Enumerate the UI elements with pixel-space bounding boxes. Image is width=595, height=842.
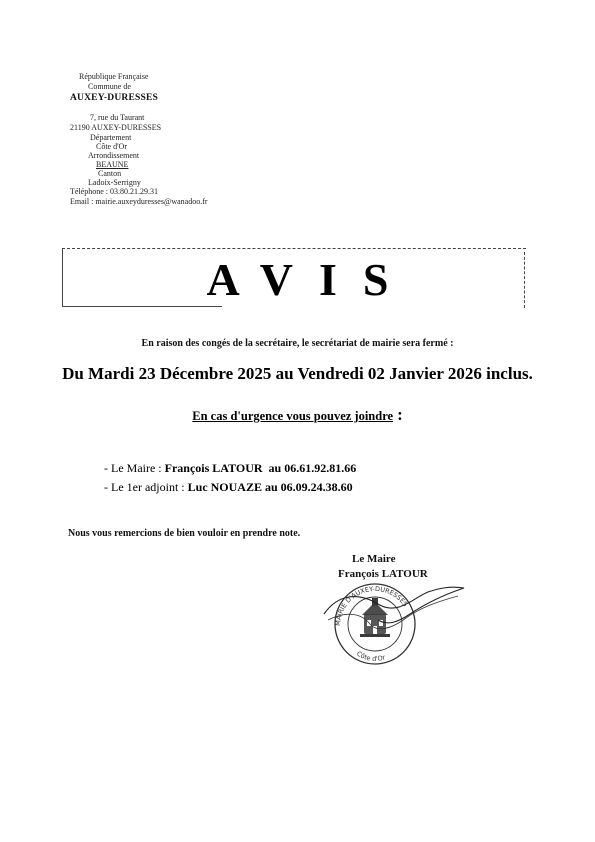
contact-name: François LATOUR: [164, 461, 263, 475]
signature-role: Le Maire: [352, 553, 396, 565]
letterhead-canton-name: Ladoix-Serrigny: [88, 178, 141, 187]
contact-phone-prefix: au: [264, 480, 278, 494]
letterhead-commune-label: Commune de: [88, 82, 131, 91]
notice-title: AVIS: [206, 254, 415, 305]
seal-text-top: MAIRIE D'AUXEY-DURESSES: [333, 584, 410, 627]
letterhead-departement-label: Département: [90, 133, 132, 142]
letterhead-canton-label: Canton: [98, 169, 122, 178]
letterhead-departement-name: Côte d'Or: [96, 142, 127, 151]
contact-maire: [104, 461, 356, 476]
notice-intro: En raison des congés de la secrétaire, le secrétariat de mairie sera fermé :: [141, 338, 454, 349]
seal-emblem-icon: [360, 598, 390, 637]
letterhead-arrondissement-label: Arrondissement: [88, 151, 140, 160]
urgence-colon: :: [397, 405, 403, 424]
contact-role: - Le 1er adjoint :: [104, 480, 185, 494]
letterhead-address-city: 21190 AUXEY-DURESSES: [70, 123, 162, 132]
signature-name: François LATOUR: [338, 568, 428, 580]
avis-frame-top-line: [62, 248, 526, 249]
contact-phone: 06.61.92.81.66: [284, 461, 357, 475]
contact-phone-prefix: au: [268, 461, 282, 475]
contact-phone: 06.09.24.38.60: [280, 480, 353, 494]
contact-name: Luc NOUAZE: [187, 480, 262, 494]
letterhead-email: Email : mairie.auxeyduresses@wanadoo.fr: [70, 197, 208, 206]
letterhead-telephone: Téléphone : 03.80.21.29.31: [70, 187, 158, 196]
mairie-seal-stamp: [318, 574, 468, 670]
urgence-text: En cas d'urgence vous pouvez joindre: [192, 409, 394, 423]
closure-dates: Du Mardi 23 Décembre 2025 au Vendredi 02 Janvier 2026 inclus.: [62, 364, 533, 383]
letterhead-arrondissement-name: BEAUNE: [96, 160, 129, 169]
urgence-heading: [0, 405, 595, 425]
contact-role: - Le Maire :: [104, 461, 162, 475]
letterhead-address-street: 7, rue du Taurant: [90, 113, 145, 122]
closing-text: Nous vous remercions de bien vouloir en prendre note.: [68, 528, 301, 539]
seal-text-bottom: Côte d'Or: [355, 649, 387, 663]
letterhead-commune-name: AUXEY-DURESSES: [70, 93, 158, 103]
letterhead-republic: République Française: [79, 72, 149, 81]
contact-adjoint: [104, 480, 353, 495]
